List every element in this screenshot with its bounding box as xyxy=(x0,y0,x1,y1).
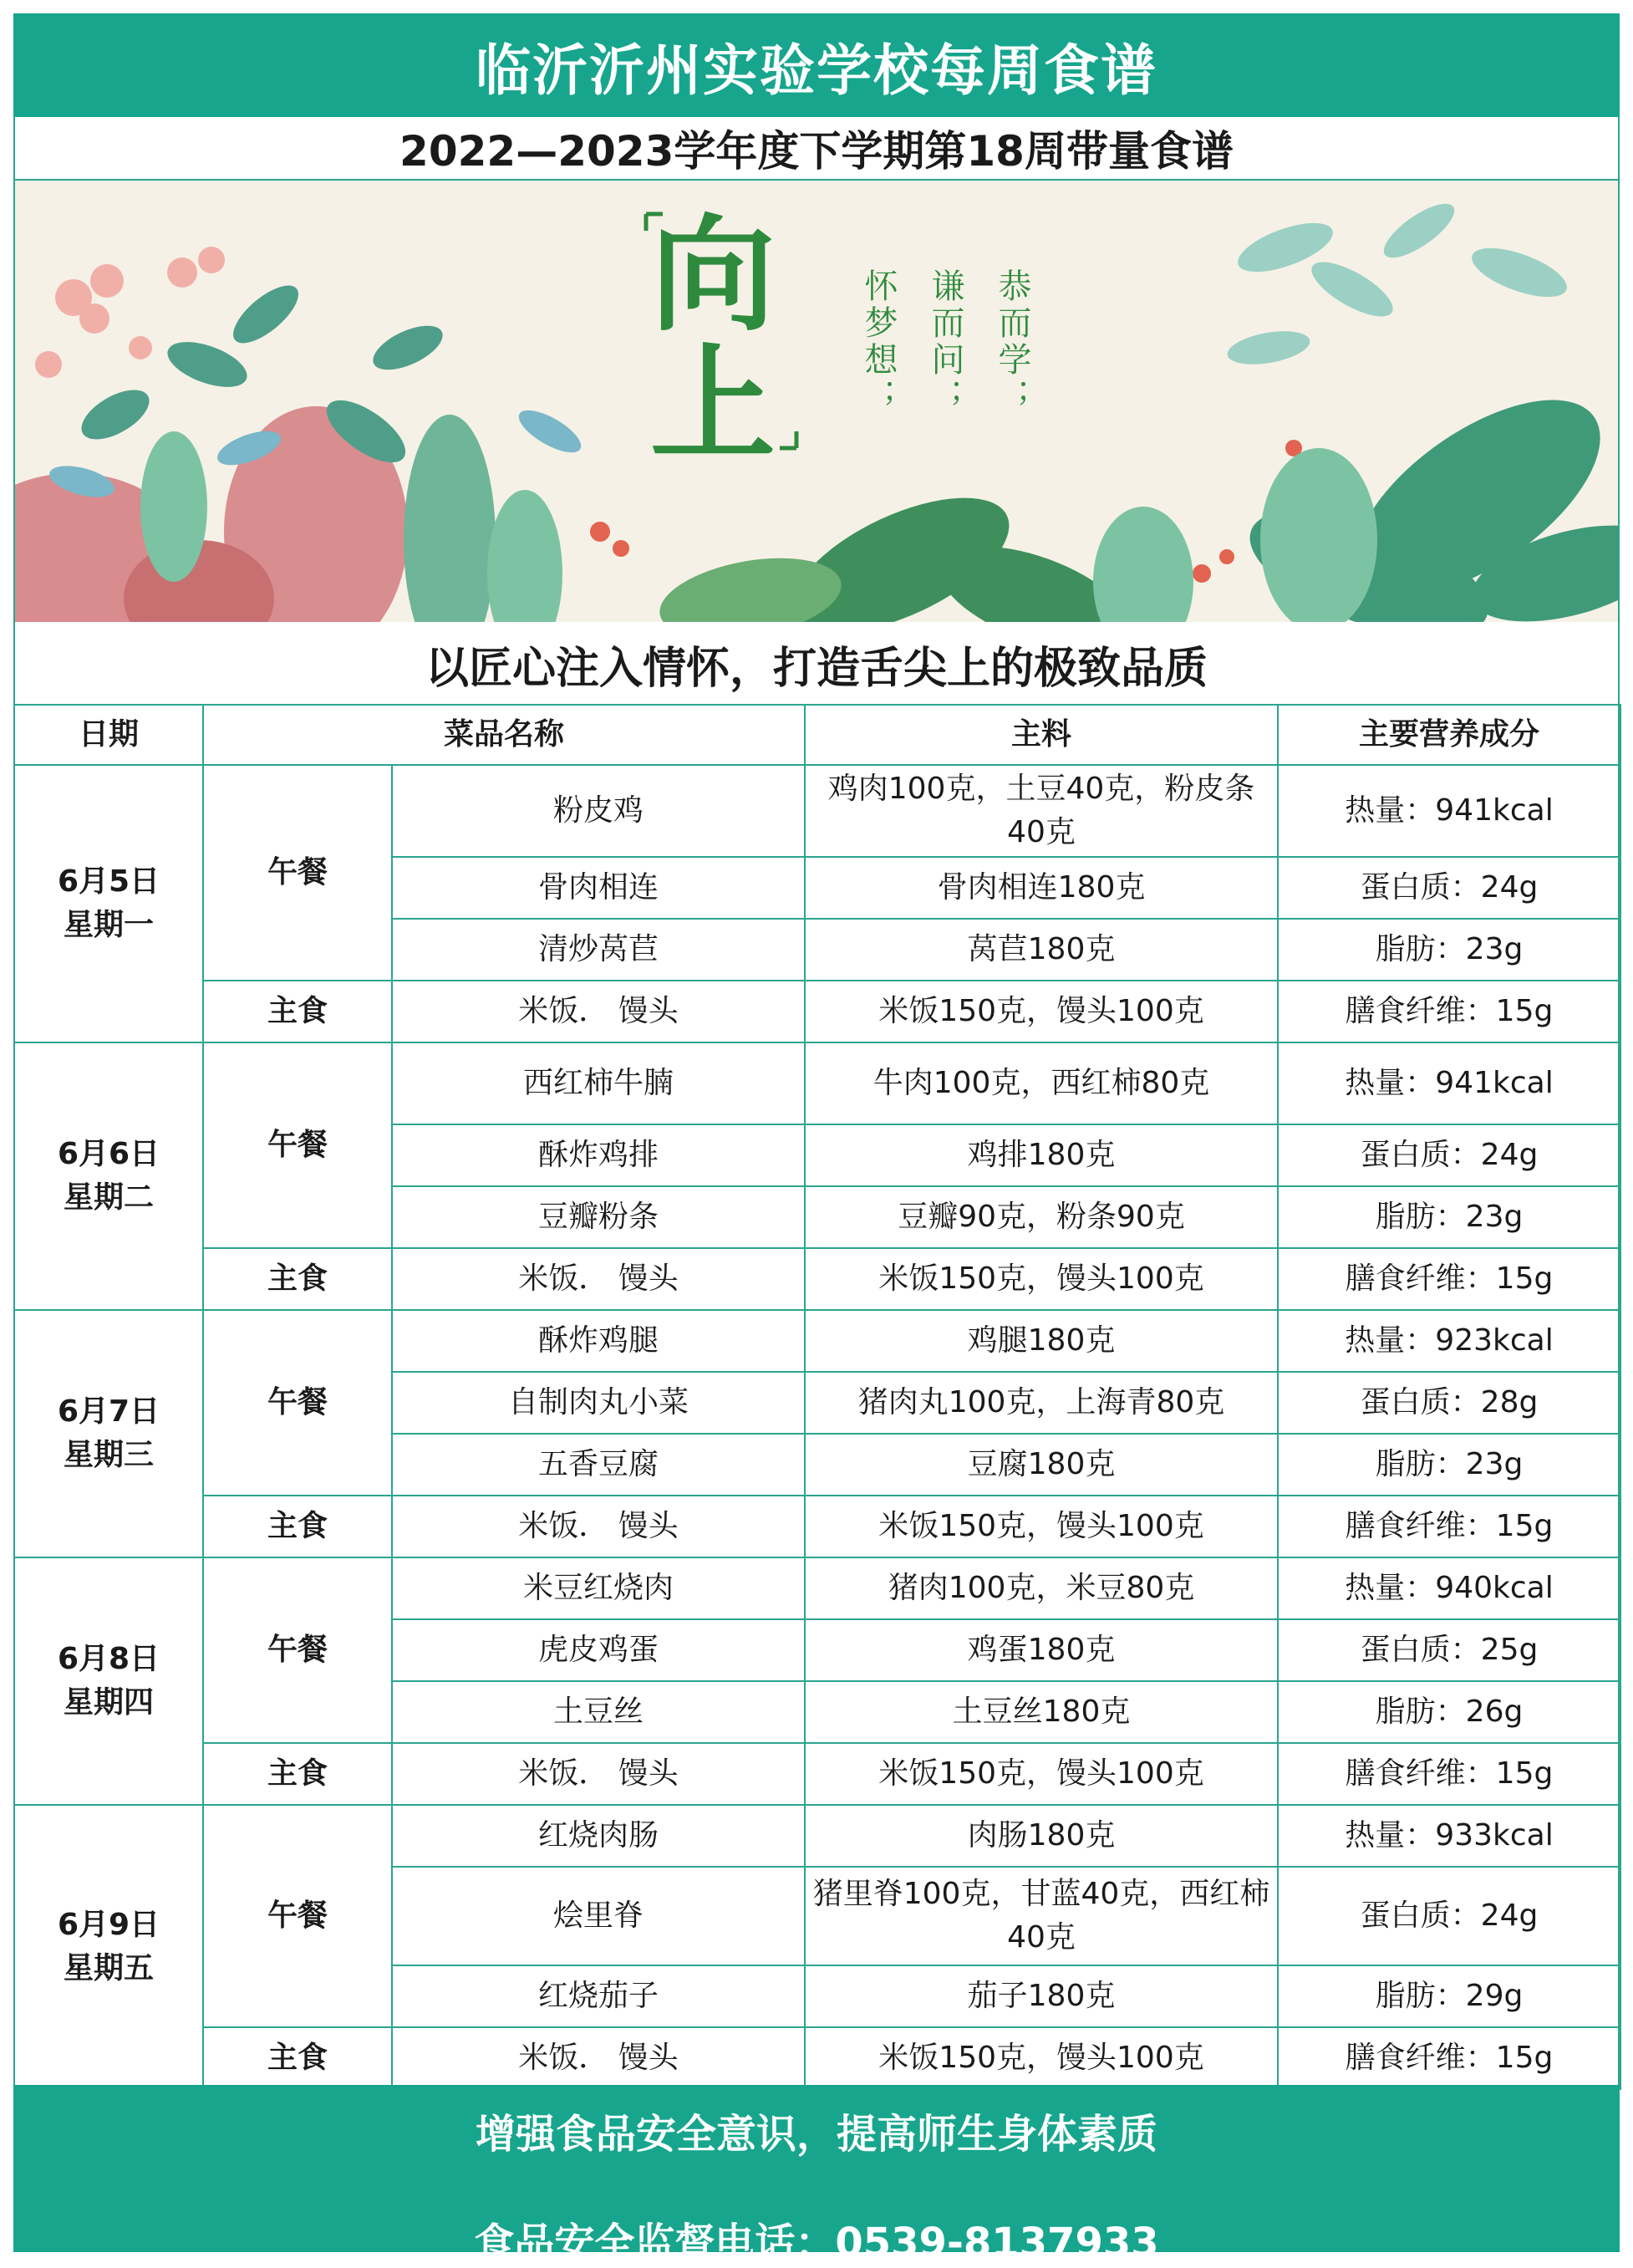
nutrition-cell: 蛋白质：24g xyxy=(1278,857,1620,919)
date-cell xyxy=(14,1805,203,2089)
staple-row xyxy=(14,1248,1620,1310)
nutrition-cell: 膳食纤维：15g xyxy=(1278,1248,1620,1310)
nutrition-cell: 蛋白质：25g xyxy=(1278,1619,1620,1681)
nutrition-cell: 脂肪：23g xyxy=(1278,1434,1620,1496)
nutrition-cell: 蛋白质：28g xyxy=(1278,1372,1620,1434)
ingredients-cell: 米饭150克，馒头100克 xyxy=(805,2027,1278,2089)
dish-cell: 红烧肉肠 xyxy=(392,1805,805,1867)
nutrition-cell: 蛋白质：24g xyxy=(1278,1867,1620,1965)
menu-subtitle: 2022—2023学年度下学期第18周带量食谱 xyxy=(13,117,1620,181)
nutrition-cell: 膳食纤维：15g xyxy=(1278,1743,1620,1805)
dish-cell: 米豆红烧肉 xyxy=(392,1557,805,1619)
lunch-label: 午餐 xyxy=(203,1310,392,1496)
header-ingredients: 主料 xyxy=(805,705,1278,765)
dish-cell: 米饭． 馒头 xyxy=(392,2027,805,2089)
ingredients-cell: 肉肠180克 xyxy=(805,1805,1278,1867)
staple-label: 主食 xyxy=(203,981,392,1042)
dish-cell: 酥炸鸡排 xyxy=(392,1124,805,1186)
header-nutrition: 主要营养成分 xyxy=(1278,705,1620,765)
ingredients-cell: 豆腐180克 xyxy=(805,1434,1278,1496)
dish-cell: 虎皮鸡蛋 xyxy=(392,1619,805,1681)
ingredients-cell: 牛肉100克，西红柿80克 xyxy=(805,1042,1278,1124)
poem-column-1: 恭而学； xyxy=(993,268,1031,415)
nutrition-cell: 膳食纤维：15g xyxy=(1278,1496,1620,1557)
dish-cell: 清炒莴苣 xyxy=(392,919,805,981)
dish-row xyxy=(14,765,1620,857)
date-label: 6月6日 xyxy=(57,1136,160,1171)
ingredients-cell: 鸡排180克 xyxy=(805,1124,1278,1186)
nutrition-cell: 膳食纤维：15g xyxy=(1278,2027,1620,2089)
lunch-label: 午餐 xyxy=(203,1042,392,1248)
footer xyxy=(13,2085,1620,2266)
dish-cell: 土豆丝 xyxy=(392,1681,805,1743)
staple-row xyxy=(14,1743,1620,1805)
banner-illustration xyxy=(15,181,1618,622)
dish-row xyxy=(14,1805,1620,1867)
ingredients-cell: 鸡肉100克，土豆40克，粉皮条40克 xyxy=(805,765,1278,857)
dish-cell: 米饭． 馒头 xyxy=(392,1496,805,1557)
slogan: 以匠心注入情怀，打造舌尖上的极致品质 xyxy=(425,643,1208,694)
lunch-label: 午餐 xyxy=(203,1557,392,1743)
staple-label: 主食 xyxy=(203,1248,392,1310)
staple-label: 主食 xyxy=(203,1743,392,1805)
date-cell xyxy=(14,1042,203,1310)
date-label: 6月7日 xyxy=(57,1394,160,1429)
ingredients-cell: 猪里脊100克，甘蓝40克，西红柿40克 xyxy=(805,1867,1278,1965)
staple-label: 主食 xyxy=(203,2027,392,2089)
nutrition-cell: 热量：940kcal xyxy=(1278,1557,1620,1619)
footer-slogan: 增强食品安全意识，提高师生身体素质 xyxy=(475,2111,1157,2158)
ingredients-cell: 米饭150克，馒头100克 xyxy=(805,1743,1278,1805)
dish-cell: 米饭． 馒头 xyxy=(392,1743,805,1805)
ingredients-cell: 鸡腿180克 xyxy=(805,1310,1278,1372)
weekday-label: 星期一 xyxy=(63,908,154,942)
ingredients-cell: 豆瓣90克，粉条90克 xyxy=(805,1186,1278,1248)
dish-cell: 骨肉相连 xyxy=(392,857,805,919)
staple-row xyxy=(14,981,1620,1042)
dish-cell: 粉皮鸡 xyxy=(392,765,805,857)
lunch-label: 午餐 xyxy=(203,1805,392,2027)
ingredients-cell: 茄子180克 xyxy=(805,1965,1278,2027)
staple-row xyxy=(14,2027,1620,2089)
staple-label: 主食 xyxy=(203,1496,392,1557)
nutrition-cell: 蛋白质：24g xyxy=(1278,1124,1620,1186)
dish-cell: 西红柿牛腩 xyxy=(392,1042,805,1124)
leaf-illustration xyxy=(15,181,1618,622)
dish-cell: 豆瓣粉条 xyxy=(392,1186,805,1248)
dish-cell: 烩里脊 xyxy=(392,1867,805,1965)
ingredients-cell: 鸡蛋180克 xyxy=(805,1619,1278,1681)
nutrition-cell: 脂肪：23g xyxy=(1278,919,1620,981)
dish-cell: 米饭． 馒头 xyxy=(392,981,805,1042)
footer-hotline: 食品安全监督电话：0539-8137933 xyxy=(474,2220,1159,2266)
ingredients-cell: 土豆丝180克 xyxy=(805,1681,1278,1743)
poem-column-3: 怀梦想； xyxy=(859,268,898,415)
weekday-label: 星期四 xyxy=(63,1685,154,1720)
poem-column-2: 谦而问； xyxy=(926,268,964,415)
weekday-label: 星期五 xyxy=(63,1951,154,1985)
staple-row xyxy=(14,1496,1620,1557)
date-label: 6月5日 xyxy=(57,864,160,899)
svg-text:向: 向 xyxy=(650,201,776,349)
nutrition-cell: 热量：941kcal xyxy=(1278,765,1620,857)
ingredients-cell: 猪肉100克，米豆80克 xyxy=(805,1557,1278,1619)
nutrition-cell: 脂肪：26g xyxy=(1278,1681,1620,1743)
ingredients-cell: 米饭150克，馒头100克 xyxy=(805,981,1278,1042)
svg-text:上: 上 xyxy=(650,331,776,478)
page-title: 临沂沂州实验学校每周食谱 xyxy=(13,13,1620,117)
weekday-label: 星期三 xyxy=(63,1438,154,1472)
dish-row xyxy=(14,1310,1620,1372)
nutrition-cell: 膳食纤维：15g xyxy=(1278,981,1620,1042)
header-date: 日期 xyxy=(14,705,203,765)
ingredients-cell: 米饭150克，馒头100克 xyxy=(805,1496,1278,1557)
date-label: 6月9日 xyxy=(57,1907,160,1942)
date-label: 6月8日 xyxy=(57,1641,160,1676)
nutrition-cell: 热量：941kcal xyxy=(1278,1042,1620,1124)
dish-cell: 红烧茄子 xyxy=(392,1965,805,2027)
ingredients-cell: 猪肉丸100克，上海青80克 xyxy=(805,1372,1278,1434)
menu-body xyxy=(14,765,1620,2089)
dish-cell: 自制肉丸小菜 xyxy=(392,1372,805,1434)
dish-row xyxy=(14,1557,1620,1619)
ingredients-cell: 米饭150克，馒头100克 xyxy=(805,1248,1278,1310)
date-cell xyxy=(14,765,203,1042)
ingredients-cell: 骨肉相连180克 xyxy=(805,857,1278,919)
ingredients-cell: 莴苣180克 xyxy=(805,919,1278,981)
dish-cell: 酥炸鸡腿 xyxy=(392,1310,805,1372)
dish-cell: 米饭． 馒头 xyxy=(392,1248,805,1310)
dish-row xyxy=(14,1042,1620,1124)
date-cell xyxy=(14,1557,203,1805)
weekly-menu-table xyxy=(13,704,1621,2090)
nutrition-cell: 脂肪：23g xyxy=(1278,1186,1620,1248)
dish-cell: 五香豆腐 xyxy=(392,1434,805,1496)
header-dish: 菜品名称 xyxy=(203,705,805,765)
nutrition-cell: 热量：923kcal xyxy=(1278,1310,1620,1372)
nutrition-cell: 热量：933kcal xyxy=(1278,1805,1620,1867)
weekday-label: 星期二 xyxy=(63,1180,154,1215)
date-cell xyxy=(14,1310,203,1557)
lunch-label: 午餐 xyxy=(203,765,392,981)
nutrition-cell: 脂肪：29g xyxy=(1278,1965,1620,2027)
